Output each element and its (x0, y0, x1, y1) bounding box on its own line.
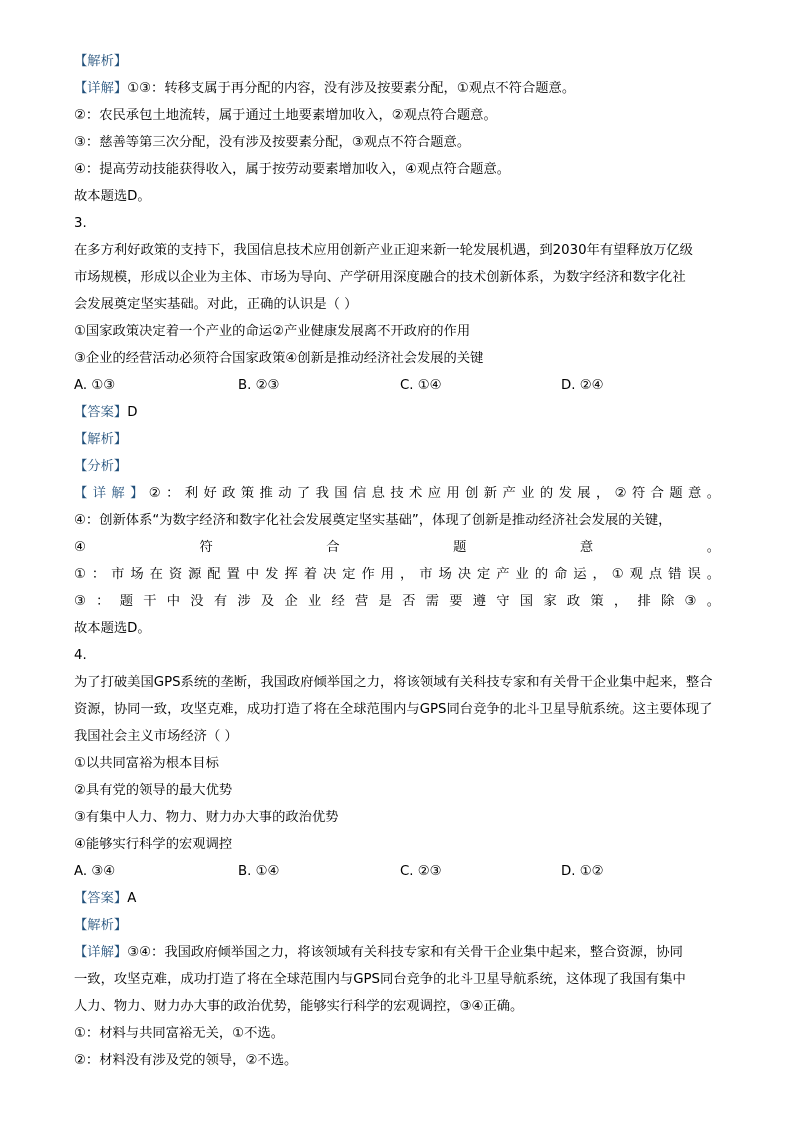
analysis-heading: 【解析】 (74, 54, 128, 69)
question-stem: 市场规模，形成以企业为主体、市场为导向、产学研用深度融合的技术创新体系，为数字经济和数字化社 (74, 270, 686, 285)
detail-line: ②：材料没有涉及党的领导，②不选。 (74, 1053, 298, 1068)
option-a: A. ③④ (74, 864, 116, 879)
statement-line: ③有集中人力、物力、财力办大事的政治优势 (74, 810, 339, 825)
detail-line: ①：市场在资源配置中发挥着决定作用，市场决定产业的命运，①观点错误。 (74, 567, 720, 582)
detail-line: 【详解】③④：我国政府倾举国之力，将该领域有关科技专家和有关骨干企业集中起来，整合资源，协同 (74, 945, 683, 960)
options-row (74, 862, 720, 882)
question-stem: 在多方利好政策的支持下，我国信息技术应用创新产业正迎来新一轮发展机遇，到2030年有望释放万亿级 (74, 243, 693, 258)
detail-line: ②：农民承包土地流转，属于通过土地要素增加收入，②观点符合题意。 (74, 108, 497, 123)
statement-line: ②具有党的领导的最大优势 (74, 783, 233, 798)
option-c: C. ①④ (400, 378, 442, 393)
detail-line: 【详解】①③：转移支属于再分配的内容，没有涉及按要素分配，①观点不符合题意。 (74, 81, 576, 96)
analysis-heading: 【解析】 (74, 432, 128, 447)
detail-line: 【详解】②：利好政策推动了我国信息技术应用创新产业的发展，②符合题意。 (74, 486, 721, 501)
question-number: 3. (74, 216, 87, 231)
question-stem: 为了打破美国GPS系统的垄断，我国政府倾举国之力，将该领域有关科技专家和有关骨干企业集中起来，整合 (74, 675, 713, 690)
detail-line: 一致，攻坚克难，成功打造了将在全球范围内与GPS同台竞争的北斗卫星导航系统，这体现了我国有集中 (74, 972, 686, 987)
option-b: B. ①④ (238, 864, 280, 879)
detail-line: ①：材料与共同富裕无关，①不选。 (74, 1026, 284, 1041)
option-d: D. ①② (561, 864, 604, 879)
options-row (74, 376, 720, 396)
analysis-heading: 【解析】 (74, 918, 128, 933)
statement-line: ③企业的经营活动必须符合国家政策④创新是推动经济社会发展的关键 (74, 351, 484, 366)
detail-line: 人力、物力、财力办大事的政治优势，能够实行科学的宏观调控，③④正确。 (74, 999, 524, 1014)
option-c: C. ②③ (400, 864, 442, 879)
detail-line: ③：慈善等第三次分配，没有涉及按要素分配，③观点不符合题意。 (74, 135, 471, 150)
detail-line: ④：提高劳动技能获得收入，属于按劳动要素增加收入，④观点符合题意。 (74, 162, 511, 177)
statement-line: ④能够实行科学的宏观调控 (74, 837, 233, 852)
option-d: D. ②④ (561, 378, 604, 393)
option-a: A. ①③ (74, 378, 116, 393)
question-number: 4. (74, 648, 87, 663)
conclusion-line: 故本题选D。 (74, 189, 151, 204)
answer-line: 【答案】A (74, 891, 137, 906)
analyze-heading: 【分析】 (74, 459, 128, 474)
answer-line: 【答案】D (74, 405, 138, 420)
detail-line: ③：题干中没有涉及企业经营是否需要遵守国家政策，排除③。 (74, 594, 720, 609)
detail-line: ④符合题意。 (74, 540, 720, 555)
question-stem: 我国社会主义市场经济（ ） (74, 729, 238, 744)
detail-line: ④：创新体系“为数字经济和数字化社会发展奠定坚实基础”，体现了创新是推动经济社会发展的关键， (74, 513, 672, 528)
option-b: B. ②③ (238, 378, 280, 393)
statement-line: ①国家政策决定着一个产业的命运②产业健康发展离不开政府的作用 (74, 324, 471, 339)
question-stem: 资源，协同一致，攻坚克难，成功打造了将在全球范围内与GPS同台竞争的北斗卫星导航系统。这主要体现了 (74, 702, 713, 717)
question-stem: 会发展奠定坚实基础。对此，正确的认识是（ ） (74, 297, 358, 312)
statement-line: ①以共同富裕为根本目标 (74, 756, 219, 771)
conclusion-line: 故本题选D。 (74, 621, 151, 636)
